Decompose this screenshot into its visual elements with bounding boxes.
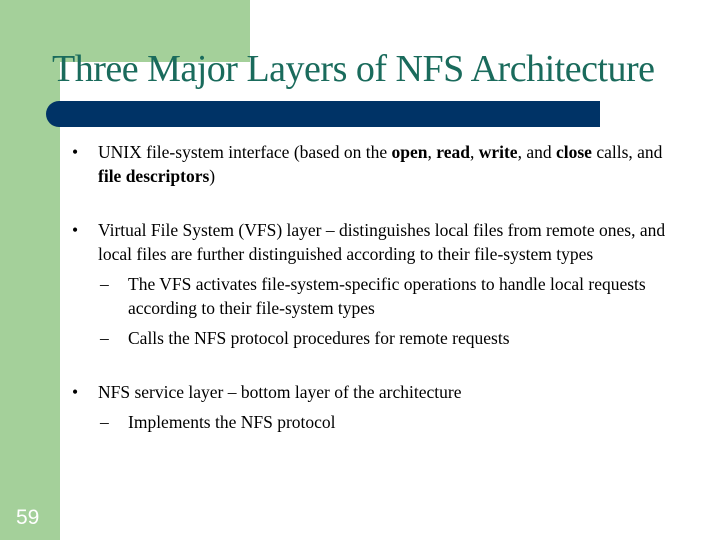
keyword-write: write [478,142,518,162]
bullet-vfs-layer [72,218,682,266]
title-underline-bar [46,101,600,127]
text-run: UNIX file-system interface (based on the [98,142,392,162]
bullet-unix-interface [72,140,682,188]
bullet-dot: • [72,142,79,162]
text-run: , and [517,142,556,162]
slide-body [72,140,682,432]
bullet-dash: – [100,328,109,348]
text-run: ) [209,166,216,186]
slide-number: 59 [16,506,40,529]
decor-green-left-strip [0,0,60,540]
keyword-close: close [555,142,592,162]
keyword-open: open [391,142,428,162]
bullet-text: Calls the NFS protocol procedures for remote requests [128,328,510,348]
sub-bullet-vfs-activates [72,272,682,320]
keyword-file-descriptors: file descriptors [98,166,210,186]
text-run: , [469,142,479,162]
text-run: , [427,142,437,162]
bullet-dot: • [72,220,79,240]
bullet-text: The VFS activates file-system-specific operations to handle local requests according to their file-system types [128,274,646,318]
bullet-text: NFS service layer – bottom layer of the architecture [98,382,462,402]
sub-bullet-implements-nfs [72,410,682,434]
bullet-dash: – [100,412,109,432]
bullet-nfs-service-layer [72,380,682,404]
sub-bullet-remote-requests [72,326,682,350]
slide-title: Three Major Layers of NFS Architecture [52,48,655,90]
bullet-text: Virtual File System (VFS) layer – distinguishes local files from remote ones, and local files are further distinguished according to their file-system types [98,220,666,264]
text-run: calls, and [591,142,663,162]
bullet-text: Implements the NFS protocol [128,412,336,432]
keyword-read: read [436,142,470,162]
bullet-dot: • [72,382,79,402]
bullet-dash: – [100,274,109,294]
